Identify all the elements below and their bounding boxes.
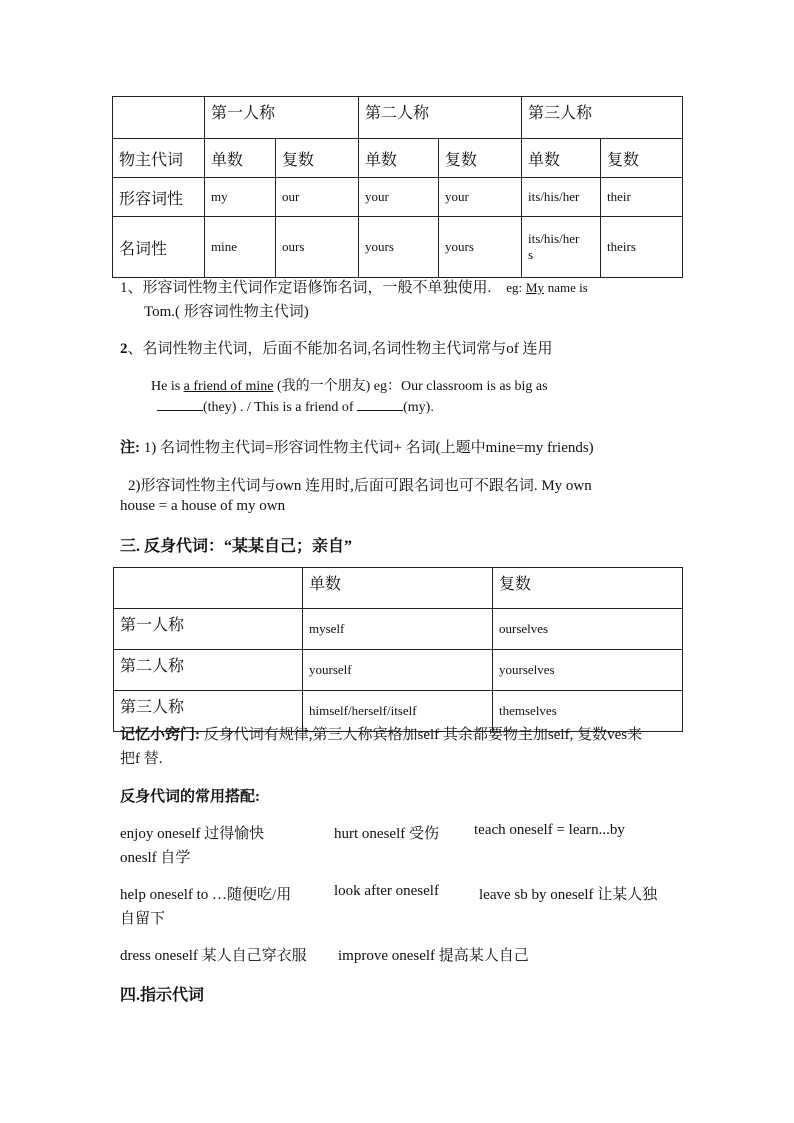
table-cell: ourselves: [493, 609, 683, 650]
table-cell: my: [205, 178, 276, 217]
reflexive-pronoun-table: [113, 567, 683, 732]
collocation-item: enjoy oneself 过得愉快: [120, 826, 265, 842]
rule1-eg: eg:: [506, 280, 523, 295]
example-text: (我的一个朋友) eg：Our classroom is as big as: [276, 379, 548, 394]
rule2-text: 、名词性物主代词，后面不能加名词,名词性物主代词常与of 连用: [127, 341, 553, 357]
subheader-cell: 单数: [205, 139, 276, 178]
example-line1: [151, 375, 548, 395]
collocation-item: dress oneself 某人自己穿衣服: [120, 948, 307, 964]
row-label: 第一人称: [114, 609, 303, 650]
table-row: [113, 178, 683, 217]
table-cell: mine: [205, 217, 276, 278]
possessive-pronoun-table: [112, 96, 683, 278]
memory-label: 记忆小窍门:: [120, 727, 200, 743]
section3-title: 三. 反身代词：“某某自己；亲自”: [120, 538, 353, 555]
rule2-number: 2: [120, 341, 128, 357]
table-cell: your: [439, 178, 522, 217]
table-row: [114, 609, 683, 650]
example-line2: [157, 398, 434, 416]
collocation-item: help oneself to …随便吃/用: [120, 887, 292, 903]
table-row: [113, 139, 683, 178]
table-cell: yourselves: [493, 650, 683, 691]
rule1-text: 1、形容词性物主代词作定语修饰名词，一般不单独使用.: [120, 280, 492, 296]
memory-line2: 把f 替.: [120, 751, 163, 767]
example-text: (my).: [403, 400, 434, 415]
header-first-person: 第一人称: [205, 97, 359, 139]
table-cell: [114, 568, 303, 609]
row-label: 物主代词: [113, 139, 205, 178]
memory-line1: [120, 723, 642, 744]
collocation-item: oneslf 自学: [120, 850, 191, 866]
table-row: [114, 650, 683, 691]
table-cell: [113, 97, 205, 139]
row-label: 第二人称: [114, 650, 303, 691]
collocation-item: look after oneself: [334, 883, 439, 899]
example-text: (they) . / This is a friend of: [203, 400, 354, 415]
header-second-person: 第二人称: [359, 97, 522, 139]
row-label: 名词性: [113, 217, 205, 278]
table-cell: themselves: [493, 691, 683, 732]
rule1-post: name is: [547, 280, 588, 295]
collocation-item: 自留下: [120, 911, 166, 927]
table-header-row: [113, 97, 683, 139]
example-text: He is: [151, 379, 181, 394]
wrap-line: its/his/her: [528, 231, 580, 246]
rule1-my: My: [525, 280, 544, 295]
table-cell: yourself: [303, 650, 493, 691]
collocation-title: 反身代词的常用搭配:: [120, 789, 260, 805]
table-row: [113, 217, 683, 278]
fill-blank: [357, 398, 403, 411]
table-cell: [522, 217, 601, 278]
note-text: 1) 名词性物主代词=形容词性物主代词+ 名词(上题中mine=my friends): [143, 440, 594, 456]
wrap-line: s: [528, 247, 534, 262]
header-plural: 复数: [493, 568, 683, 609]
table-header-row: [114, 568, 683, 609]
header-third-person: 第三人称: [522, 97, 683, 139]
row-label: 形容词性: [113, 178, 205, 217]
collocation-item: improve oneself 提高某人自己: [338, 948, 529, 964]
table-cell: yours: [439, 217, 522, 278]
subheader-cell: 单数: [522, 139, 601, 178]
subheader-cell: 单数: [359, 139, 439, 178]
example-underlined: a friend of mine: [183, 379, 274, 394]
collocation-item: teach oneself = learn...by: [474, 822, 625, 838]
header-singular: 单数: [303, 568, 493, 609]
note-label: 注:: [120, 440, 140, 456]
row-label: 第三人称: [114, 691, 303, 732]
table-cell: your: [359, 178, 439, 217]
table-cell: yours: [359, 217, 439, 278]
collocation-item: hurt oneself 受伤: [334, 826, 439, 842]
rule1-line1: [120, 276, 588, 297]
rule1-line2: Tom.( 形容词性物主代词): [144, 304, 309, 320]
subheader-cell: 复数: [439, 139, 522, 178]
table-cell: their: [601, 178, 683, 217]
table-cell: myself: [303, 609, 493, 650]
table-cell: theirs: [601, 217, 683, 278]
table-cell: its/his/her: [522, 178, 601, 217]
table-cell: ours: [276, 217, 359, 278]
note-line3: house = a house of my own: [120, 498, 286, 514]
memory-text: 反身代词有规律,第三人称宾格加self 其余都要物主加self, 复数ves来: [203, 727, 643, 743]
rule2-line: [120, 337, 553, 358]
note-line1: [120, 436, 594, 457]
note-line2: 2)形容词性物主代词与own 连用时,后面可跟名词也可不跟名词. My own: [128, 478, 592, 494]
section4-title: 四.指示代词: [120, 987, 205, 1004]
fill-blank: [157, 398, 203, 411]
table-cell: himself/herself/itself: [303, 691, 493, 732]
table-cell: our: [276, 178, 359, 217]
collocation-item: leave sb by oneself 让某人独: [479, 887, 658, 903]
subheader-cell: 复数: [601, 139, 683, 178]
subheader-cell: 复数: [276, 139, 359, 178]
